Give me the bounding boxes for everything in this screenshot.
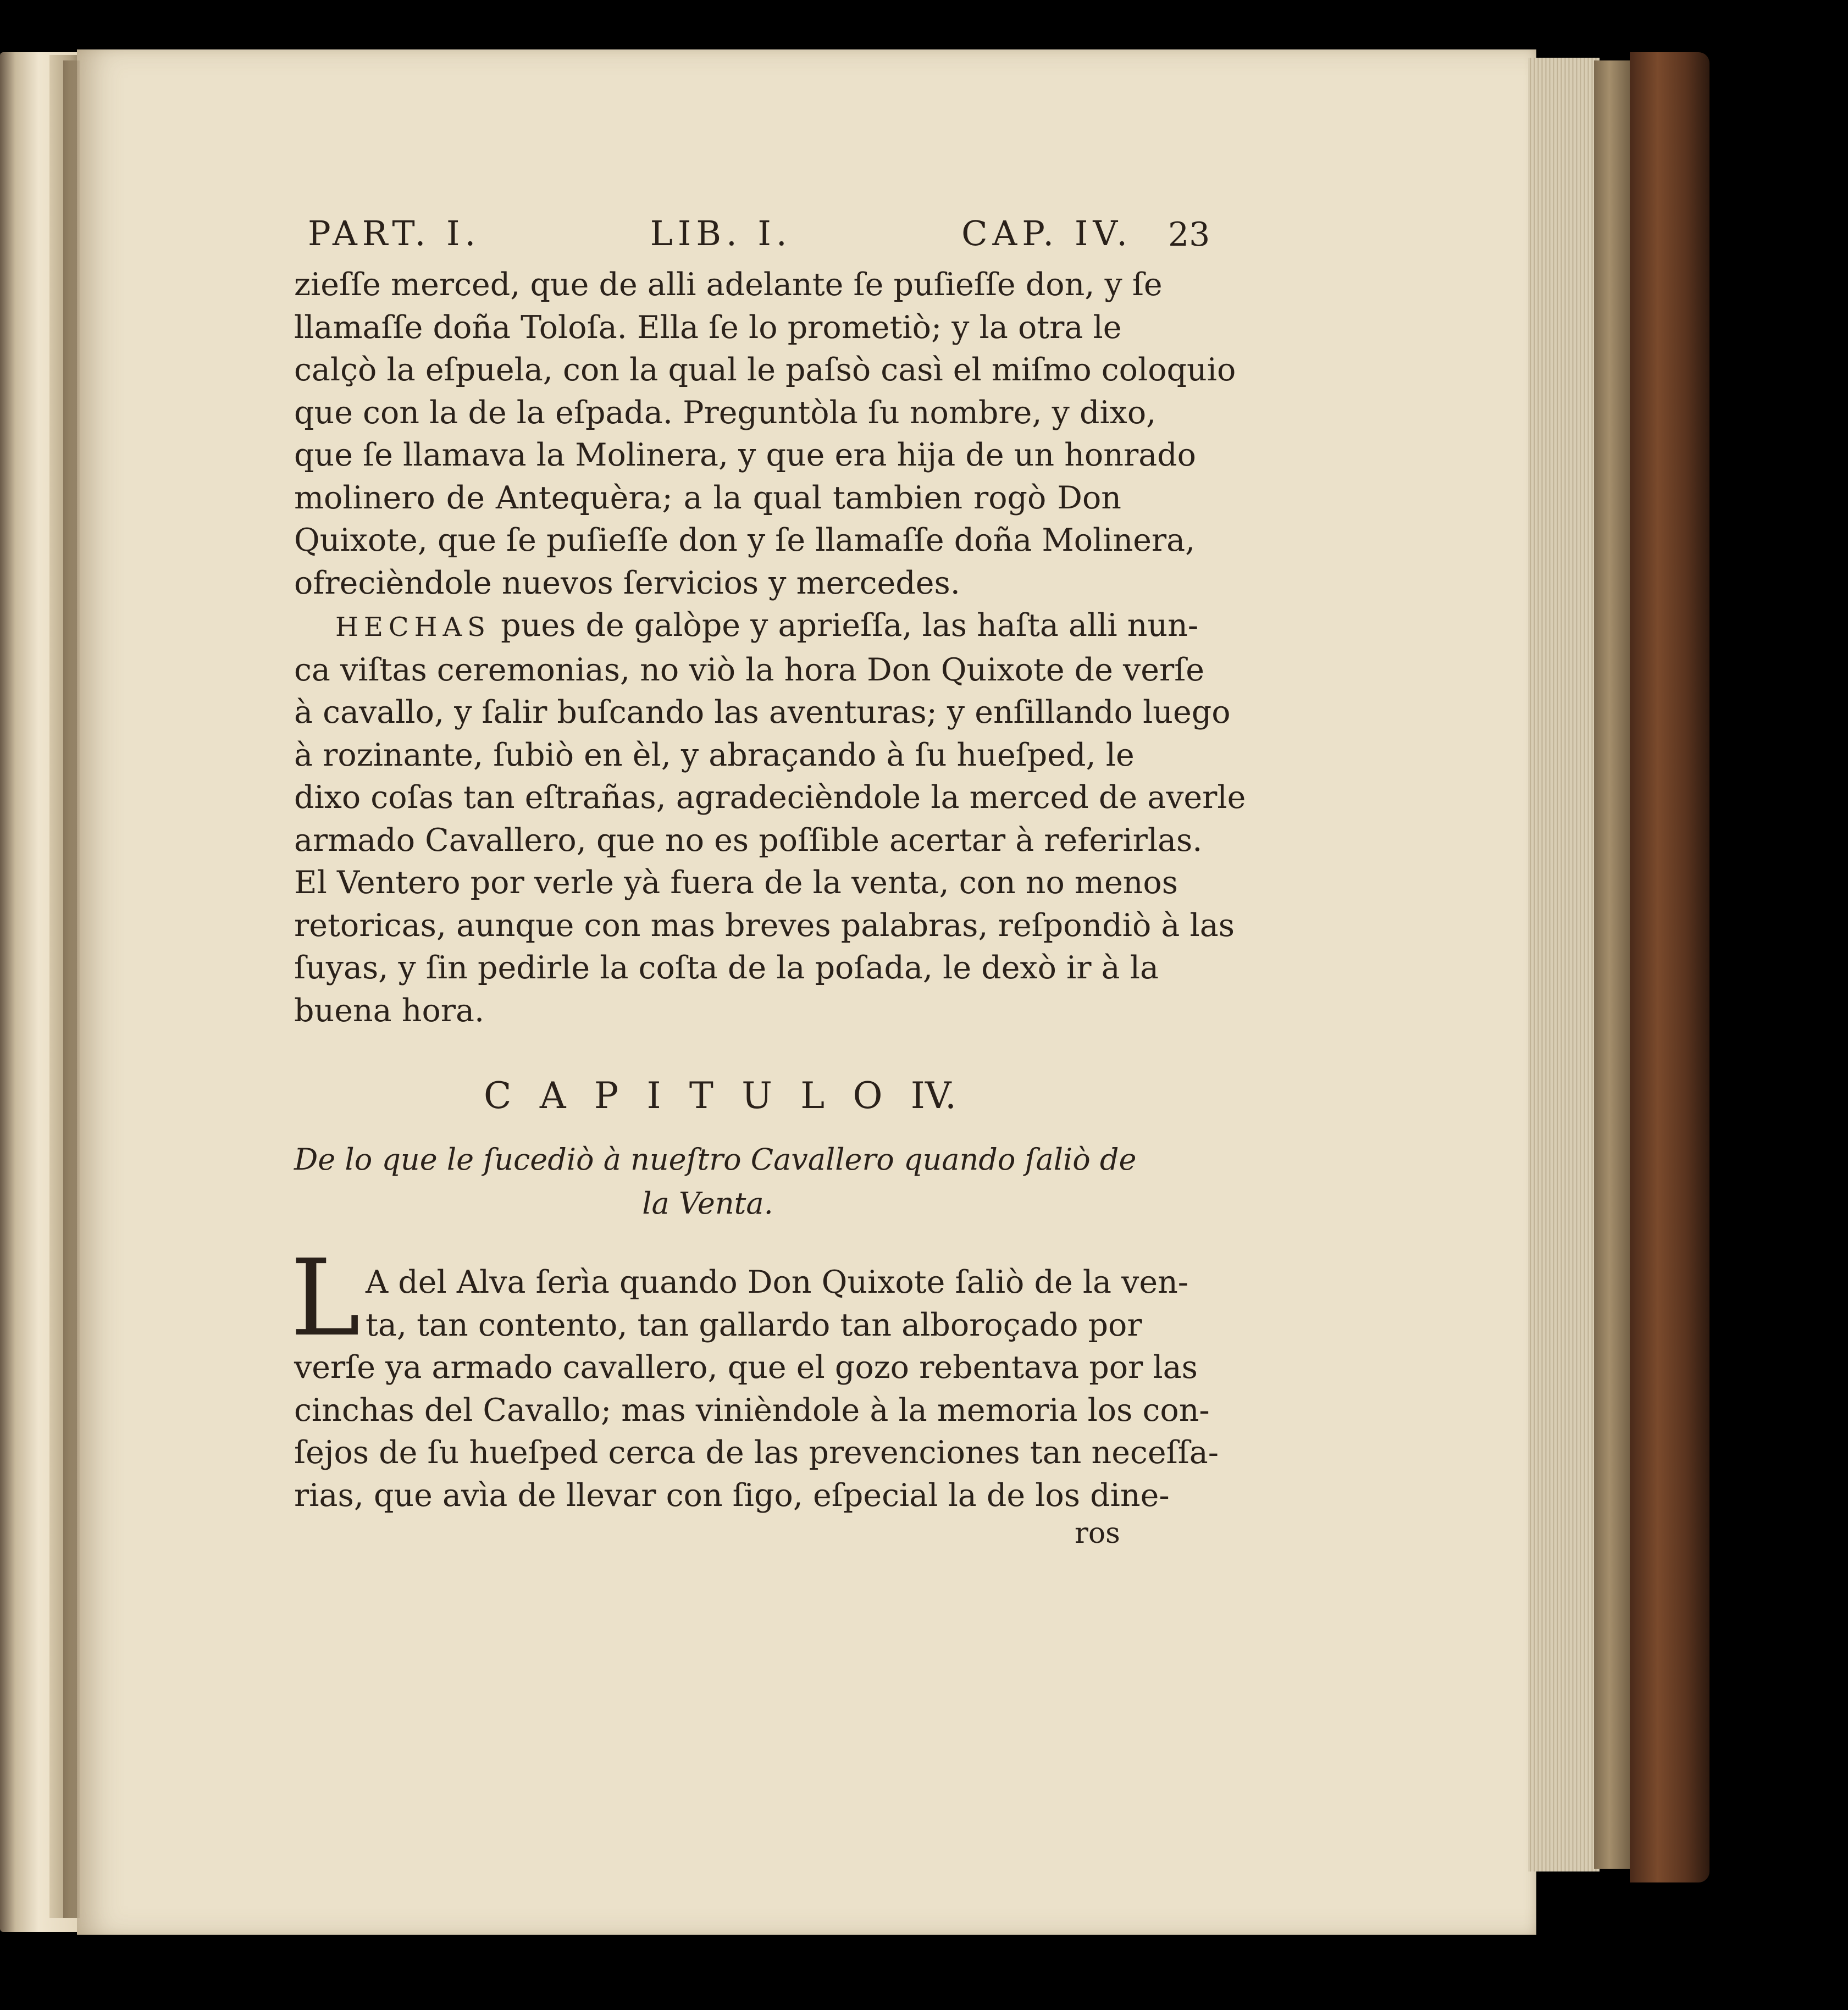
text-line: à cavallo, y ſalir buſcando las aventuras; y enſillando luego: [294, 694, 1231, 730]
chapter-heading: [484, 1075, 956, 1117]
text-line: El Ventero por verle yà fuera de la venta, con no menos: [294, 865, 1178, 901]
text-line: à rozinante, ſubiò en èl, y abraçando à ſu hueſped, le: [294, 737, 1135, 773]
text-line: que ſe llamava la Molinera, y que era hija de un honrado: [294, 437, 1196, 473]
running-head-cap: CAP. IV.: [961, 213, 1132, 253]
paragraph-3-opening: [366, 1261, 1189, 1347]
running-head-lib: LIB. I.: [650, 213, 792, 253]
text-line: buena hora.: [294, 992, 485, 1029]
text-line: llamaſſe doña Toloſa. Ella ſe lo prometiò; y la otra le: [294, 309, 1122, 346]
text-line: Quixote, que ſe puſieſſe don y ſe llamaſſe doña Molinera,: [294, 522, 1196, 558]
small-caps-lead: HECHAS: [335, 612, 491, 643]
chapter-heading-letter: U: [742, 1075, 772, 1117]
subtitle-line: la Venta.: [642, 1186, 773, 1221]
chapter-heading-letter: L: [800, 1075, 825, 1117]
chapter-subtitle: [294, 1138, 1137, 1226]
chapter-heading-letter: C: [484, 1075, 512, 1117]
drop-cap-initial: L: [290, 1237, 361, 1360]
text-line: verſe ya armado cavallero, que el gozo rebentava por las: [294, 1349, 1198, 1386]
page-gutter: [63, 60, 80, 1918]
text-line: ſejos de ſu hueſped cerca de las prevenciones tan neceſſa-: [294, 1435, 1219, 1471]
text-line: rias, que avìa de llevar con ſigo, eſpecial la de los dine-: [294, 1477, 1170, 1514]
chapter-heading-number: IV.: [910, 1075, 956, 1117]
page-stack-edge: [1528, 58, 1600, 1871]
running-head: [308, 213, 1132, 253]
paragraph-1: [294, 264, 1236, 605]
text-line: A del Alva ſerìa quando Don Quixote ſaliò de la ven-: [366, 1264, 1189, 1300]
paragraph-3: [294, 1347, 1219, 1517]
text-line: retoricas, aunque con mas breves palabras, reſpondiò à las: [294, 907, 1235, 944]
page-number: 23: [1168, 215, 1210, 254]
fore-edge: [1594, 60, 1633, 1869]
leather-binding: [1630, 52, 1709, 1882]
text-line: ofrecièndole nuevos ſervicios y mercedes.: [294, 564, 960, 601]
text-line: ſuyas, y ſin pedirle la coſta de la poſada, le dexò ir à la: [294, 950, 1159, 986]
chapter-heading-letter: T: [689, 1075, 713, 1117]
chapter-heading-letter: A: [539, 1075, 566, 1117]
text-line: ta, tan contento, tan gallardo tan alboroçado por: [366, 1306, 1142, 1343]
chapter-heading-letter: I: [646, 1075, 661, 1117]
chapter-heading-letter: P: [594, 1075, 619, 1117]
text-line: armado Cavallero, que no es poſſible acertar à referirlas.: [294, 822, 1203, 859]
paragraph-2: [294, 605, 1246, 1032]
text-line: molinero de Antequèra; a la qual tambien rogò Don: [294, 479, 1121, 516]
text-line: [294, 605, 1199, 649]
text-line: zieſſe merced, que de alli adelante ſe puſieſſe don, y ſe: [294, 267, 1163, 303]
text-line: dixo coſas tan eſtrañas, agradecièndole la merced de averle: [294, 779, 1246, 816]
subtitle-line: De lo que le ſucediò à nueſtro Cavallero quando ſaliò de: [294, 1142, 1137, 1177]
text-line: que con la de la eſpada. Preguntòla ſu nombre, y dixo,: [294, 394, 1157, 431]
chapter-heading-letter: O: [853, 1075, 883, 1117]
running-head-part: PART. I.: [308, 213, 481, 253]
text-line: ca viſtas ceremonias, no viò la hora Don Quixote de verſe: [294, 651, 1205, 688]
text-line-continuation: pues de galòpe y aprieſſa, las haſta alli nun-: [501, 607, 1199, 644]
catchword: ros: [1075, 1517, 1120, 1550]
text-line: cinchas del Cavallo; mas vinièndole à la memoria los con-: [294, 1392, 1210, 1428]
text-line: calçò la eſpuela, con la qual le paſsò casì el miſmo coloquio: [294, 352, 1236, 388]
